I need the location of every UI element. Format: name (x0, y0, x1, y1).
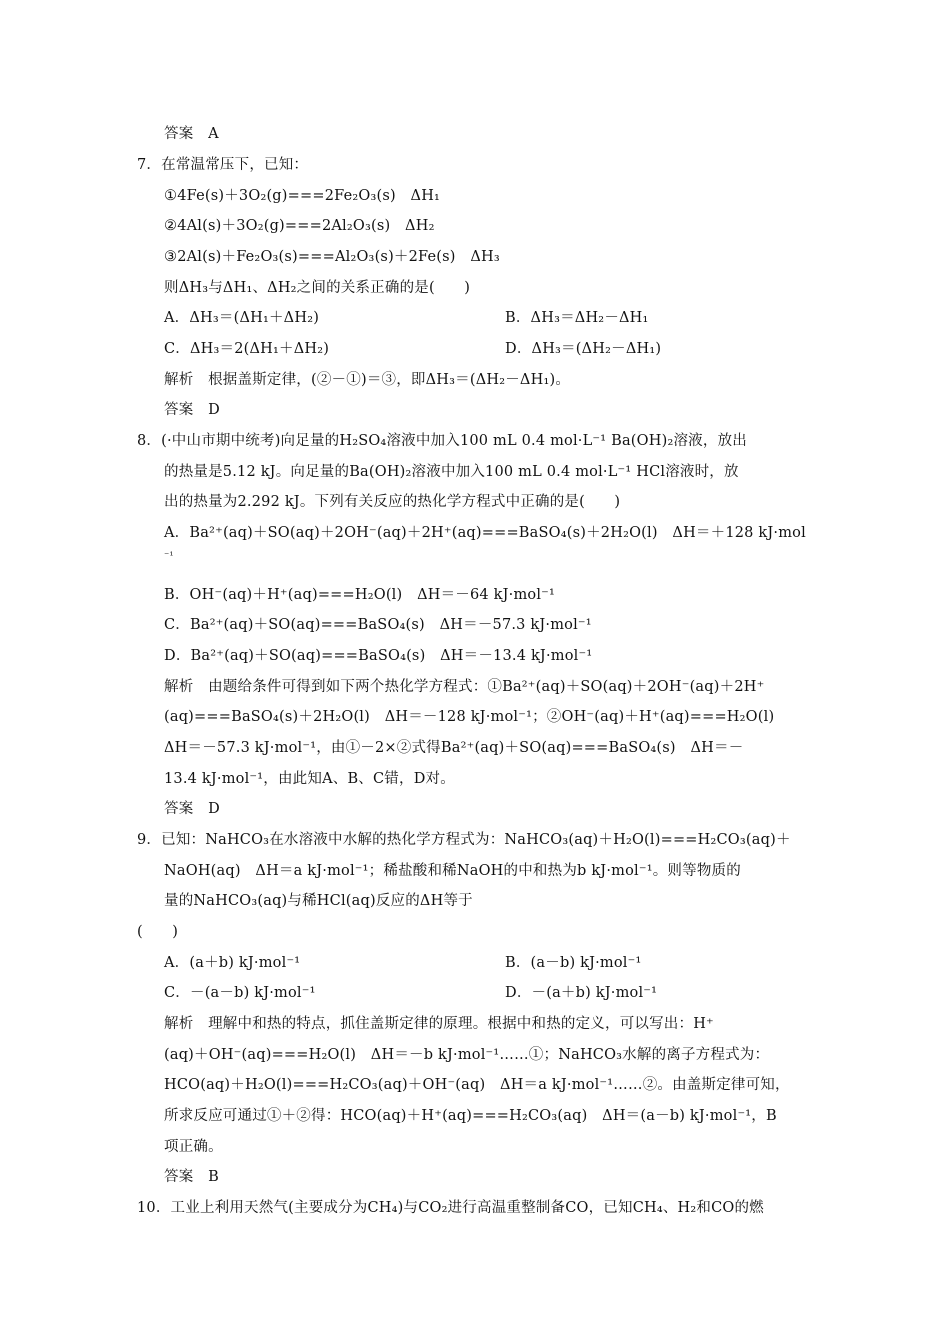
question-8-option-a: A．Ba²⁺(aq)＋SO(aq)＋2OH⁻(aq)＋2H⁺(aq)===BaSO₄(s)＋2H₂O(l) ΔH＝＋128 kJ·mol (164, 525, 806, 541)
question-9-analysis-4: 所求反应可通过①＋②得：HCO(aq)＋H⁺(aq)===H₂CO₃(aq) ΔH＝(a－b) kJ·mol⁻¹，B (164, 1108, 777, 1124)
question-7-analysis: 解析 根据盖斯定律，(②－①)＝③，即ΔH₃＝(ΔH₂－ΔH₁)。 (164, 372, 571, 388)
question-7-eq3: ③2Al(s)＋Fe₂O₃(s)===Al₂O₃(s)＋2Fe(s) ΔH₃ (164, 249, 500, 265)
question-9-analysis-2: (aq)＋OH⁻(aq)===H₂O(l) ΔH＝－b kJ·mol⁻¹……①；NaHCO₃水解的离子方程式为： (164, 1047, 770, 1063)
question-8-analysis-4: 13.4 kJ·mol⁻¹，由此知A、B、C错，D对。 (164, 771, 455, 787)
question-7-option-c: C．ΔH₃＝2(ΔH₁＋ΔH₂) (164, 341, 330, 357)
question-9-analysis-3: HCO(aq)＋H₂O(l)===H₂CO₃(aq)＋OH⁻(aq) ΔH＝a kJ·mol⁻¹……②。由盖斯定律可知， (164, 1077, 790, 1093)
question-9-blank: ( ) (137, 924, 179, 940)
answer-6: 答案 A (164, 126, 219, 142)
question-8-analysis-3: ΔH＝－57.3 kJ·mol⁻¹，由①－2×②式得Ba²⁺(aq)＋SO(aq)===BaSO₄(s) ΔH＝－ (164, 740, 744, 756)
question-8-line-2: 的热量是5.12 kJ。向足量的Ba(OH)₂溶液中加入100 mL 0.4 mol·L⁻¹ HCl溶液时，放 (164, 464, 739, 480)
question-10-line-1: 10．工业上利用天然气(主要成分为CH₄)与CO₂进行高温重整制备CO，已知CH₄、H₂和CO的燃 (137, 1200, 764, 1216)
question-8-option-c: C．Ba²⁺(aq)＋SO(aq)===BaSO₄(s) ΔH＝－57.3 kJ·mol⁻¹ (164, 617, 592, 633)
question-7-stem: 7．在常温常压下，已知： (137, 157, 309, 173)
question-9-option-a: A．(a＋b) kJ·mol⁻¹ (164, 955, 301, 971)
answer-9: 答案 B (164, 1169, 219, 1185)
answer-7: 答案 D (164, 402, 220, 418)
question-9-option-b: B．(a－b) kJ·mol⁻¹ (505, 955, 642, 971)
question-7-option-b: B．ΔH₃＝ΔH₂－ΔH₁ (505, 310, 649, 326)
question-7-prompt: 则ΔH₃与ΔH₁、ΔH₂之间的关系正确的是( ) (164, 280, 471, 296)
question-8-analysis-2: (aq)===BaSO₄(s)＋2H₂O(l) ΔH＝－128 kJ·mol⁻¹；②OH⁻(aq)＋H⁺(aq)===H₂O(l) (164, 709, 775, 725)
question-8-option-b: B．OH⁻(aq)＋H⁺(aq)===H₂O(l) ΔH＝－64 kJ·mol⁻¹ (164, 587, 556, 603)
question-9-option-c: C．－(a－b) kJ·mol⁻¹ (164, 985, 316, 1001)
question-9-line-1: 9．已知：NaHCO₃在水溶液中水解的热化学方程式为：NaHCO₃(aq)＋H₂O(l)===H₂CO₃(aq)＋ (137, 832, 791, 848)
question-8-line-1: 8．(·中山市期中统考)向足量的H₂SO₄溶液中加入100 mL 0.4 mol·L⁻¹ Ba(OH)₂溶液，放出 (137, 433, 747, 449)
question-9-analysis-5: 项正确。 (164, 1139, 223, 1155)
question-7-option-d: D．ΔH₃＝(ΔH₂－ΔH₁) (505, 341, 662, 357)
question-7-eq2: ②4Al(s)＋3O₂(g)===2Al₂O₃(s) ΔH₂ (164, 218, 435, 234)
question-8-analysis-1: 解析 由题给条件可得到如下两个热化学方程式：①Ba²⁺(aq)＋SO(aq)＋2OH⁻(aq)＋2H⁺ (164, 679, 765, 695)
question-7-option-a: A．ΔH₃＝(ΔH₁＋ΔH₂) (164, 310, 320, 326)
question-9-line-3: 量的NaHCO₃(aq)与稀HCl(aq)反应的ΔH等于 (164, 893, 473, 909)
question-8-option-d: D．Ba²⁺(aq)＋SO(aq)===BaSO₄(s) ΔH＝－13.4 kJ·mol⁻¹ (164, 648, 593, 664)
question-8-line-3: 出的热量为2.292 kJ。下列有关反应的热化学方程式中正确的是( ) (164, 494, 621, 510)
question-7-eq1: ①4Fe(s)＋3O₂(g)===2Fe₂O₃(s) ΔH₁ (164, 188, 441, 204)
question-9-analysis-1: 解析 理解中和热的特点，抓住盖斯定律的原理。根据中和热的定义，可以写出：H⁺ (164, 1016, 714, 1032)
question-9-line-2: NaOH(aq) ΔH＝a kJ·mol⁻¹；稀盐酸和稀NaOH的中和热为b kJ·mol⁻¹。则等物质的 (164, 863, 741, 879)
question-9-option-d: D．－(a＋b) kJ·mol⁻¹ (505, 985, 658, 1001)
question-8-option-a-cont: ⁻¹ (164, 551, 174, 562)
answer-8: 答案 D (164, 801, 220, 817)
